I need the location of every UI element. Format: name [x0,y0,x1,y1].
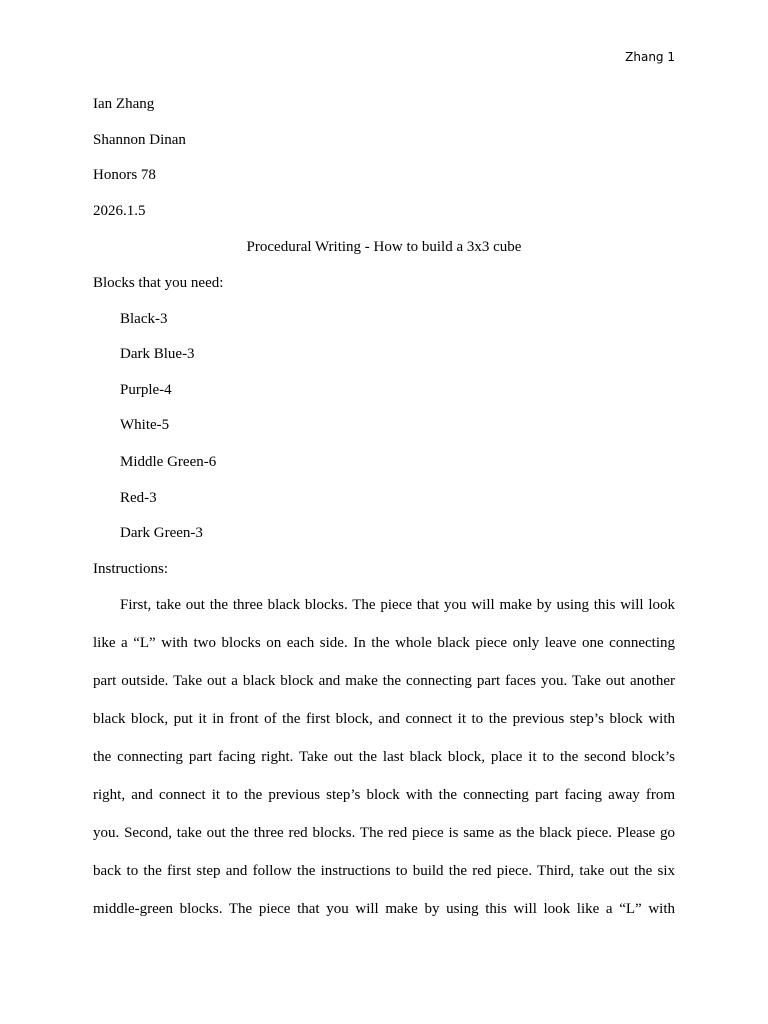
block-item-purple: Purple-4 [120,382,172,398]
paragraph-line: black block, put it in front of the first block, and connect it to the previous step’s block with [93,711,675,727]
block-item-white: White-5 [120,417,170,433]
paragraph-line: back to the first step and follow the instructions to build the red piece. Third, take out the six [93,863,675,879]
paragraph-line: like a “L” with two blocks on each side. In the whole black piece only leave one connecting [93,635,675,651]
block-item-dark-green: Dark Green-3 [120,525,203,541]
student-name: Ian Zhang [93,96,155,112]
document-date: 2026.1.5 [93,203,146,219]
running-head: Zhang 1 [625,50,675,64]
course-name: Honors 78 [93,167,156,183]
paragraph-line: First, take out the three black blocks. The piece that you will make by using this will look [120,597,675,613]
blocks-heading: Blocks that you need: [93,275,224,291]
block-item-middle-green: Middle Green-6 [120,454,217,470]
document-title: Procedural Writing - How to build a 3x3 cube [246,239,522,255]
block-item-black: Black-3 [120,311,168,327]
instructions-heading: Instructions: [93,561,168,577]
paragraph-line: you. Second, take out the three red blocks. The red piece is same as the black piece. Please go [93,825,675,841]
paragraph-line: part outside. Take out a black block and make the connecting part faces you. Take out another [93,673,675,689]
teacher-name: Shannon Dinan [93,132,186,148]
block-item-dark-blue: Dark Blue-3 [120,346,195,362]
block-item-red: Red-3 [120,490,157,506]
paragraph-line: right, and connect it to the previous step’s block with the connecting part facing away from [93,787,675,803]
paragraph-line: middle-green blocks. The piece that you will make by using this will look like a “L” with [93,901,675,917]
paragraph-line: the connecting part facing right. Take out the last black block, place it to the second block’s [93,749,675,765]
